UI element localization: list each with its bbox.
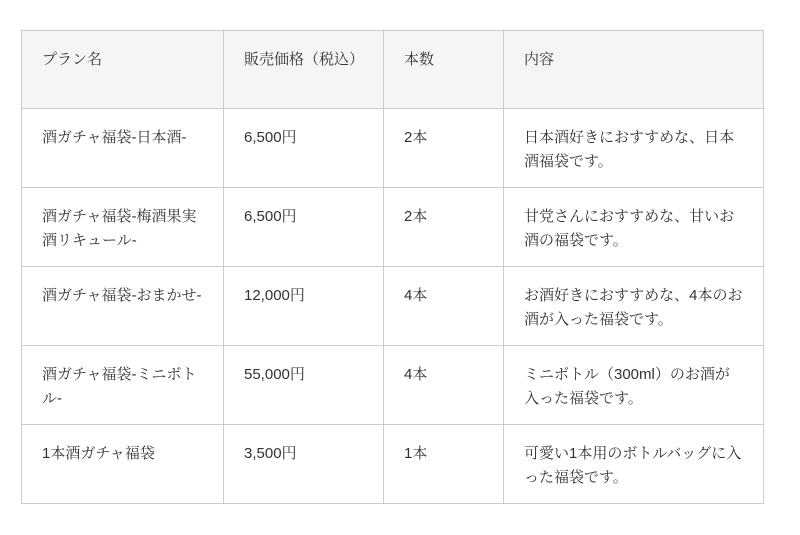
price-cell: 3,500円 — [224, 425, 384, 504]
plan-cell: 酒ガチャ福袋-ミニボトル- — [22, 346, 224, 425]
description-cell: 甘党さんにおすすめな、甘いお酒の福袋です。 — [504, 188, 764, 267]
table-row — [22, 267, 764, 346]
table-row — [22, 109, 764, 188]
header-cell-desc: 内容 — [504, 31, 764, 109]
plan-cell: 酒ガチャ福袋-日本酒- — [22, 109, 224, 188]
price-cell: 12,000円 — [224, 267, 384, 346]
price-cell: 55,000円 — [224, 346, 384, 425]
plan-cell: 酒ガチャ福袋-梅酒果実酒リキュール- — [22, 188, 224, 267]
description-cell: ミニボトル（300ml）のお酒が入った福袋です。 — [504, 346, 764, 425]
table-row — [22, 425, 764, 504]
header-row — [22, 31, 764, 109]
plan-price-table — [21, 30, 764, 504]
description-cell: 日本酒好きにおすすめな、日本酒福袋です。 — [504, 109, 764, 188]
header-cell-price: 販売価格（税込） — [224, 31, 384, 109]
count-cell: 4本 — [384, 267, 504, 346]
header-cell-count: 本数 — [384, 31, 504, 109]
header-cell-plan: プラン名 — [22, 31, 224, 109]
plan-cell: 酒ガチャ福袋-おまかせ- — [22, 267, 224, 346]
table-row — [22, 346, 764, 425]
description-cell: 可愛い1本用のボトルバッグに入った福袋です。 — [504, 425, 764, 504]
count-cell: 4本 — [384, 346, 504, 425]
plan-cell: 1本酒ガチャ福袋 — [22, 425, 224, 504]
price-cell: 6,500円 — [224, 109, 384, 188]
count-cell: 2本 — [384, 109, 504, 188]
count-cell: 2本 — [384, 188, 504, 267]
table-row — [22, 188, 764, 267]
price-cell: 6,500円 — [224, 188, 384, 267]
count-cell: 1本 — [384, 425, 504, 504]
description-cell: お酒好きにおすすめな、4本のお酒が入った福袋です。 — [504, 267, 764, 346]
